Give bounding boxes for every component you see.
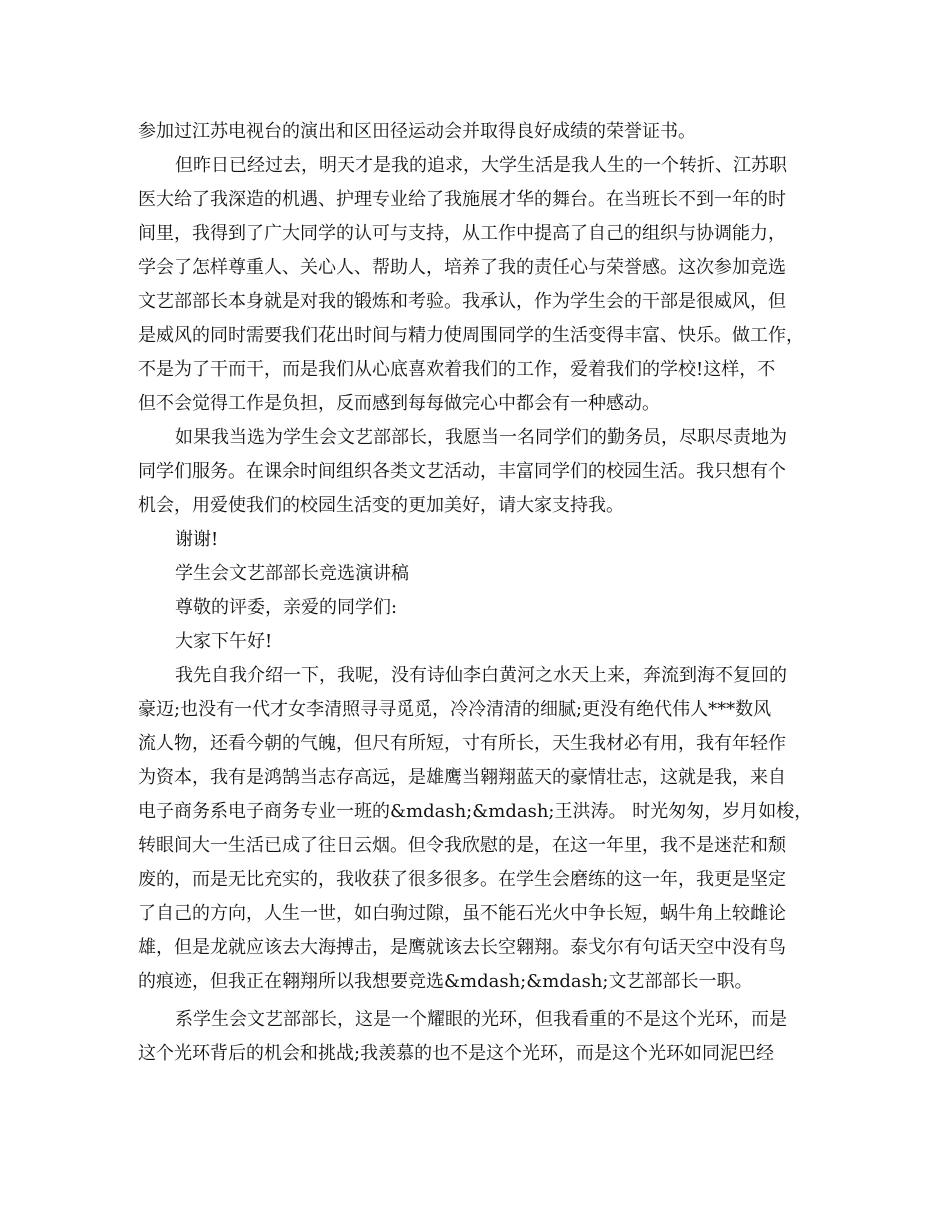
text-line: 是威风的同时需要我们花出时间与精力使周围同学的生活变得丰富、快乐。做工作， <box>138 325 804 346</box>
speech-title: 学生会文艺部部长竞选演讲稿 <box>175 563 409 584</box>
text-line: 同学们服务。在课余时间组织各类文艺活动，丰富同学们的校园生活。我只想有个 <box>138 461 786 482</box>
paragraph-start-line: 我先自我介绍一下，我呢，没有诗仙李白黄河之水天上来，奔流到海不复回的 <box>175 665 787 686</box>
greeting-line: 大家下午好! <box>175 631 273 652</box>
paragraph-start-line: 如果我当选为学生会文艺部部长，我愿当一名同学们的勤务员，尽职尽责地为 <box>175 427 787 448</box>
text-line: 了自己的方向，人生一世，如白驹过隙，虽不能石光火中争长短，蜗牛角上较雌论 <box>138 903 786 924</box>
text-line: 转眼间大一生活已成了往日云烟。但令我欣慰的是，在这一年里，我不是迷茫和颓 <box>138 835 786 856</box>
text-line: 不是为了干而干，而是我们从心底喜欢着我们的工作，爱着我们的学校!这样，不 <box>138 359 776 380</box>
paragraph-start-line: 系学生会文艺部部长，这是一个耀眼的光环，但我看重的不是这个光环，而是 <box>175 1009 787 1030</box>
text-line: 参加过江苏电视台的演出和区田径运动会并取得良好成绩的荣誉证书。 <box>138 121 696 142</box>
text-line: 的痕迹，但我正在翱翔所以我想要竞选&mdash;&mdash;文艺部部长一职。 <box>138 971 753 992</box>
paragraph-start-line: 但昨日已经过去，明天才是我的追求，大学生活是我人生的一个转折、江苏职 <box>175 155 787 176</box>
salutation-line: 尊敬的评委，亲爱的同学们: <box>175 597 398 618</box>
text-line: 间里，我得到了广大同学的认可与支持，从工作中提高了自己的组织与协调能力， <box>138 223 786 244</box>
text-line: 但不会觉得工作是负担，反而感到每每做完心中都会有一种感动。 <box>138 393 660 414</box>
text-line: 废的，而是无比充实的，我收获了很多很多。在学生会磨练的这一年，我更是坚定 <box>138 869 786 890</box>
text-line: 电子商务系电子商务专业一班的&mdash;&mdash;王洪涛。 时光匆匆，岁月如梭， <box>138 801 813 822</box>
text-line: 豪迈;也没有一代才女李清照寻寻觅觅，冷冷清清的细腻;更没有绝代伟人***数风 <box>138 699 772 720</box>
thanks-line: 谢谢! <box>175 529 219 550</box>
text-line: 这个光环背后的机会和挑战;我羡慕的也不是这个光环，而是这个光环如同泥巴经 <box>138 1043 775 1064</box>
text-line: 为资本，我有是鸿鹄当志存高远，是雄鹰当翱翔蓝天的豪情壮志，这就是我，来自 <box>138 767 786 788</box>
text-line: 机会，用爱使我们的校园生活变的更加美好，请大家支持我。 <box>138 495 624 516</box>
text-line: 医大给了我深造的机遇、护理专业给了我施展才华的舞台。在当班长不到一年的时 <box>138 189 786 210</box>
text-line: 文艺部部长本身就是对我的锻炼和考验。我承认，作为学生会的干部是很威风，但 <box>138 291 786 312</box>
text-line: 雄，但是龙就应该去大海搏击，是鹰就该去长空翱翔。泰戈尔有句话天空中没有鸟 <box>138 937 786 958</box>
text-line: 学会了怎样尊重人、关心人、帮助人，培养了我的责任心与荣誉感。这次参加竞选 <box>138 257 786 278</box>
text-line: 流人物，还看今朝的气魄，但尺有所短，寸有所长，天生我材必有用，我有年轻作 <box>138 733 786 754</box>
